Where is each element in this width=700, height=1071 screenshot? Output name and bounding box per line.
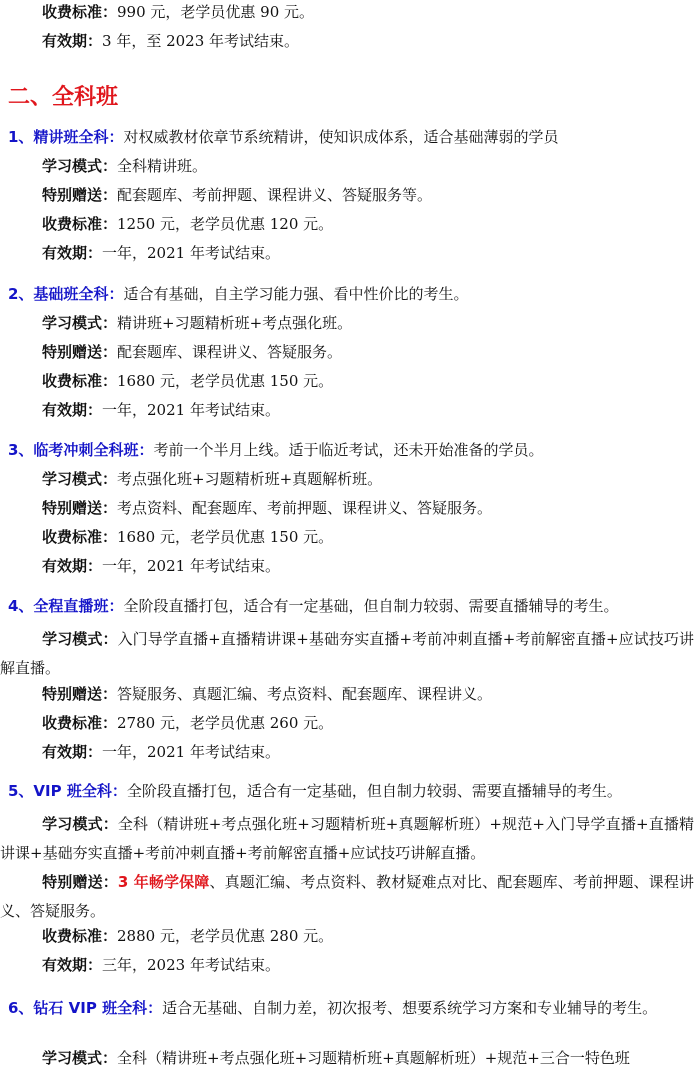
course-5-title: 5、VIP 班全科： [8,782,127,800]
course-5-mode: 学习模式：全科（精讲班+考点强化班+习题精析班+真题解析班）+规范+入门导学直播+直播精讲课+基础夯实直播+考前冲刺直播+考前解密直播+应试技巧讲解直播。 [0,815,694,862]
course-5-desc: 全阶段直播打包，适合有一定基础，但自制力较弱、需要直播辅导的考生。 [126,782,622,800]
course-1-mode: 学习模式：全科精讲班。 [42,157,208,175]
course-2-mode: 学习模式：精讲班+习题精析班+考点强化班。 [42,314,353,332]
course-2-desc: 适合有基础，自主学习能力强、看中性价比的考生。 [123,285,469,303]
course-3-validity: 有效期：一年，2021 年考试结束。 [42,557,280,575]
course-6-mode: 学习模式：全科（精讲班+考点强化班+习题精析班+真题解析班）+规范+三合一特色班 [42,1049,630,1067]
course-2-title: 2、基础班全科： [8,285,124,303]
course-4-fee: 收费标准：2780 元，老学员优惠 260 元。 [42,714,334,732]
course-4-mode: 学习模式：入门导学直播+直播精讲课+基础夯实直播+考前冲刺直播+考前解密直播+应试技巧讲解直播。 [0,630,694,677]
validity-label: 有效期： [42,32,103,50]
course-3-gift: 特别赠送：考点资料、配套题库、考前押题、课程讲义、答疑服务。 [42,499,493,517]
course-6-title-line [0,994,694,1023]
validity-line [0,31,694,51]
course-3-mode: 学习模式：考点强化班+习题精析班+真题解析班。 [42,470,383,488]
course-2-validity: 有效期：一年，2021 年考试结束。 [42,401,280,419]
course-1-title: 1、精讲班全科： [8,128,124,146]
validity-value: 3 年，至 2023 年考试结束。 [102,32,300,50]
fee-line [0,2,694,22]
course-5-title-line [0,781,694,801]
fee-label: 收费标准： [42,3,118,21]
guarantee-highlight: 3 年畅学保障 [117,873,210,891]
course-6-desc: 适合无基础、自制力差，初次报考、想要系统学习方案和专业辅导的考生。 [162,999,658,1017]
course-4-gift: 特别赠送：答疑服务、真题汇编、考点资料、配套题库、课程讲义。 [42,685,493,703]
course-1-fee: 收费标准：1250 元，老学员优惠 120 元。 [42,215,334,233]
course-2-title-line [0,284,694,304]
course-4-validity: 有效期：一年，2021 年考试结束。 [42,743,280,761]
course-4-title: 4、全程直播班： [8,597,124,615]
course-1-desc: 对权威教材依章节系统精讲，使知识成体系，适合基础薄弱的学员 [123,128,559,146]
course-1-validity: 有效期：一年，2021 年考试结束。 [42,244,280,262]
course-1-title-line [0,127,694,147]
course-3-title: 3、临考冲刺全科班： [8,441,154,459]
fee-value: 990 元，老学员优惠 90 元。 [117,3,315,21]
course-3-fee: 收费标准：1680 元，老学员优惠 150 元。 [42,528,334,546]
course-5-gift: 特别赠送：3 年畅学保障、真题汇编、考点资料、教材疑难点对比、配套题库、考前押题、课程讲义、答疑服务。 [0,873,694,920]
course-3-title-line [0,440,694,460]
section-heading: 二、全科班 [8,85,119,110]
course-4-desc: 全阶段直播打包，适合有一定基础，但自制力较弱、需要直播辅导的考生。 [123,597,619,615]
course-1-gift: 特别赠送：配套题库、考前押题、课程讲义、答疑服务等。 [42,186,433,204]
course-2-gift: 特别赠送：配套题库、课程讲义、答疑服务。 [42,343,343,361]
course-5-validity: 有效期：三年，2023 年考试结束。 [42,956,280,974]
course-2-fee: 收费标准：1680 元，老学员优惠 150 元。 [42,372,334,390]
course-5-fee: 收费标准：2880 元，老学员优惠 280 元。 [42,927,334,945]
course-4-title-line [0,596,694,616]
course-6-title: 6、钻石 VIP 班全科： [8,999,163,1017]
course-3-desc: 考前一个半月上线。适于临近考试，还未开始准备的学员。 [153,441,544,459]
